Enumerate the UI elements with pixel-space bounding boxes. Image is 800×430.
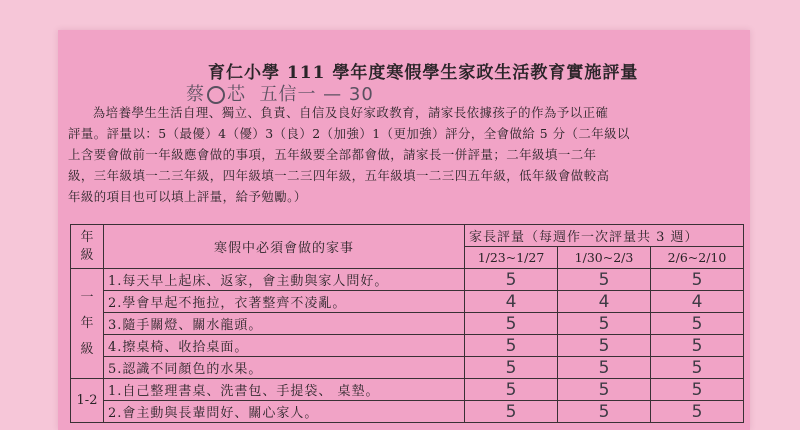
score-cell[interactable]: 5 [558, 313, 651, 335]
score-cell[interactable]: 5 [558, 379, 651, 401]
table-row [71, 313, 744, 335]
score-cell[interactable]: 5 [651, 269, 744, 291]
header-rating: 家長評量（每週作一次評量共 3 週） [465, 225, 744, 247]
grade-label-1: 一 年 級 [71, 269, 104, 379]
score-cell[interactable]: 5 [465, 357, 558, 379]
intro-line: 上含要會做前一年級應會做的事項，五年級要全部都會做，請家長一併評量；二年級填一二年 [68, 147, 597, 162]
header-week-2: 1/30~2/3 [558, 247, 651, 269]
intro-line: 為培養學生生活自理、獨立、負責、自信及良好家政教育，請家長依據孩子的作為予以正確 [92, 105, 609, 120]
worksheet [58, 30, 750, 430]
score-cell[interactable]: 5 [465, 313, 558, 335]
score-cell[interactable]: 5 [465, 379, 558, 401]
score-cell[interactable]: 5 [651, 379, 744, 401]
chore-item: 4.擦桌椅、收拾桌面。 [104, 335, 465, 357]
score-cell[interactable]: 5 [558, 357, 651, 379]
chore-item: 3.隨手關燈、關水龍頭。 [104, 313, 465, 335]
score-cell[interactable]: 5 [465, 335, 558, 357]
chore-item: 2.會主動與長輩問好、關心家人。 [104, 401, 465, 423]
table-row [71, 357, 744, 379]
score-cell[interactable]: 5 [558, 335, 651, 357]
grade-label-2: 1-2 [71, 379, 104, 423]
table-row [71, 401, 744, 423]
score-cell[interactable]: 4 [465, 291, 558, 313]
header-week-1: 1/23~1/27 [465, 247, 558, 269]
score-cell[interactable]: 5 [558, 269, 651, 291]
document-title: 育仁小學 111 學年度寒假學生家政生活教育實施評量 [208, 63, 639, 83]
table-row [71, 269, 744, 291]
score-cell[interactable]: 5 [651, 335, 744, 357]
header-week-3: 2/6~2/10 [651, 247, 744, 269]
table-row [71, 335, 744, 357]
header-grade: 年級 [71, 225, 104, 269]
student-number: 30 [348, 84, 374, 105]
chore-item: 1.每天早上起床、返家，會主動與家人問好。 [104, 269, 465, 291]
score-cell[interactable]: 5 [651, 401, 744, 423]
intro-line: 評量。評量以：5（最優）4（優）3（良）2（加強）1（更加強）評分，全會做給 5 分（二年級以 [68, 126, 630, 141]
student-class: 五信一 [259, 84, 317, 105]
table-row [71, 379, 744, 401]
table-header-row [71, 225, 744, 247]
chore-item: 1.自己整理書桌、洗書包、手提袋、 桌墊。 [104, 379, 465, 401]
chore-item: 2.學會早起不拖拉，衣著整齊不凌亂。 [104, 291, 465, 313]
score-cell[interactable]: 4 [651, 291, 744, 313]
handwritten-student-info: 蔡 芯 五信一 — 30 [186, 84, 374, 105]
intro-line: 級，三年級填一二三年級，四年級填一二三四年級，五年級填一二三四五年級，低年級會做較高 [68, 168, 610, 183]
score-cell[interactable]: 5 [651, 313, 744, 335]
score-cell[interactable]: 5 [465, 401, 558, 423]
score-cell[interactable]: 5 [651, 357, 744, 379]
instructions-paragraph [68, 102, 728, 207]
chore-item: 5.認識不同顏色的水果。 [104, 357, 465, 379]
score-cell[interactable]: 5 [465, 269, 558, 291]
table-row [71, 291, 744, 313]
evaluation-table [70, 224, 744, 423]
student-given-name: 芯 [227, 84, 246, 105]
student-surname: 蔡 [186, 84, 205, 105]
score-cell[interactable]: 5 [558, 401, 651, 423]
intro-line: 年級的項目也可以填上評量，給予勉勵。） [68, 189, 307, 204]
header-chore: 寒假中必須會做的家事 [104, 225, 465, 269]
score-cell[interactable]: 4 [558, 291, 651, 313]
